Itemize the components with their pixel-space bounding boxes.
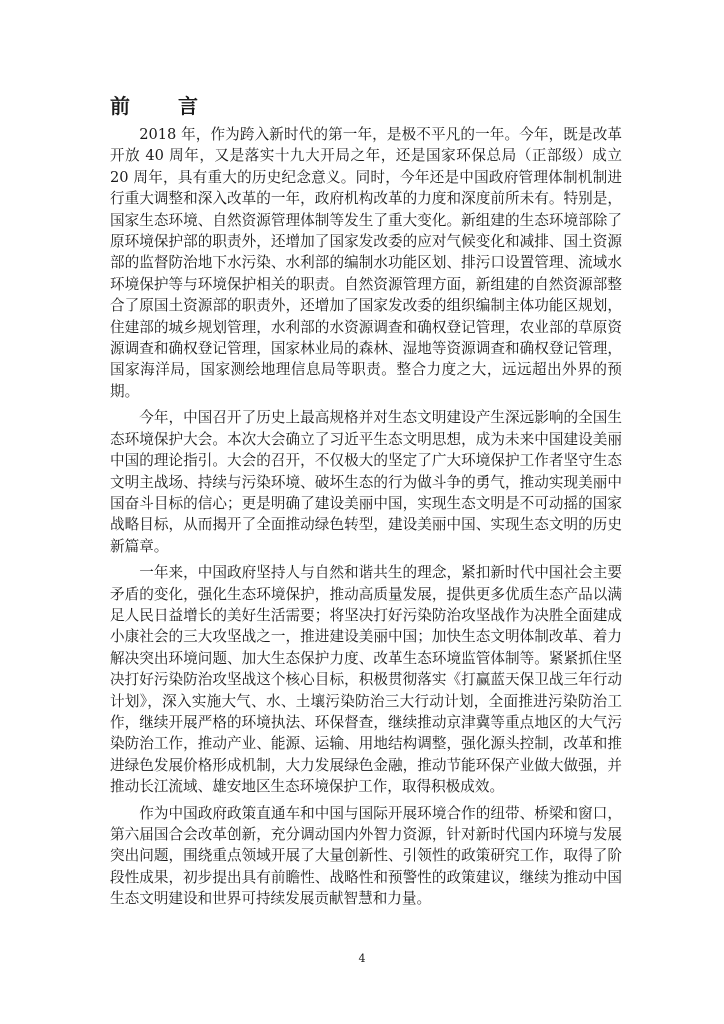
- body-text: [110, 124, 622, 915]
- paragraph-1: 2018 年，作为跨入新时代的第一年，是极不平凡的一年。今年，既是改革开放 40 周年，又是落实十九大开局之年，还是国家环保总局（正部级）成立 20 周年，具有重大的历史纪念意义。同时，今年还是中国政府管理体制机制进行重大调整和深入改革的一年，政府机构改革的力度和深度前所未有。特别是，国家生态环境、自然资源管理体制等发生了重大变化。新组建的生态环境部除了原环境保护部的职责外，还增加了国家发改委的应对气候变化和减排、国土资源部的监督防治地下水污染、水利部的编制水功能区划、排污口设置管理、流域水环境保护等与环境保护相关的职责。自然资源管理方面，新组建的自然资源部整合了原国土资源部的职责外，还增加了国家发改委的组织编制主体功能区规划，住建部的城乡规划管理，水利部的水资源调查和确权登记管理，农业部的草原资源调查和确权登记管理，国家林业局的森林、湿地等资源调查和确权登记管理，国家海洋局，国家测绘地理信息局等职责。整合力度之大，远远超出外界的预期。: [110, 126, 622, 400]
- paragraph-2: 今年，中国召开了历史上最高规格并对生态文明建设产生深远影响的全国生态环境保护大会。本次大会确立了习近平生态文明思想，成为未来中国建设美丽中国的理论指引。大会的召开，不仅极大的坚定了广大环境保护工作者坚守生态文明主战场、持续与污染环境、破坏生态的行为做斗争的勇气，推动实现美丽中国奋斗目标的信心；更是明确了建设美丽中国，实现生态文明是不可动摇的国家战略目标，从而揭开了全面推动绿色转型，建设美丽中国、实现生态文明的历史新篇章。: [110, 409, 622, 555]
- page-title: 前 言: [110, 94, 212, 118]
- paragraph-3: 一年来，中国政府坚持人与自然和谐共生的理念，紧扣新时代中国社会主要矛盾的变化，强化生态环境保护，推动高质量发展，提供更多优质生态产品以满足人民日益增长的美好生活需要；将坚决打好污染防治攻坚战作为决胜全面建成小康社会的三大攻坚战之一，推进建设美丽中国；加快生态文明体制改革、着力解决突出环境问题、加大生态保护力度、改革生态环境监管体制等。紧紧抓住坚决打好污染防治攻坚战这个核心目标，积极贯彻落实《打赢蓝天保卫战三年行动计划》，深入实施大气、水、土壤污染防治三大行动计划，全面推进污染防治工作，继续开展严格的环境执法、环保督查，继续推动京津冀等重点地区的大气污染防治工作，推动产业、能源、运输、用地结构调整，强化源头控制，改革和推进绿色发展价格形成机制，大力发展绿色金融，推动节能环保产业做大做强，并推动长江流域、雄安地区生态环境保护工作，取得积极成效。: [110, 564, 622, 796]
- paragraph-4: 作为中国政府政策直通车和中国与国际开展环境合作的纽带、桥梁和窗口，第六届国合会改革创新，充分调动国内外智力资源，针对新时代国内环境与发展突出问题，围绕重点领域开展了大量创新性、引领性的政策研究工作，取得了阶段性成果，初步提出具有前瞻性、战略性和预警性的政策建议，继续为推动中国生态文明建设和世界可持续发展贡献智慧和力量。: [110, 804, 622, 908]
- page-number: 4: [358, 952, 366, 965]
